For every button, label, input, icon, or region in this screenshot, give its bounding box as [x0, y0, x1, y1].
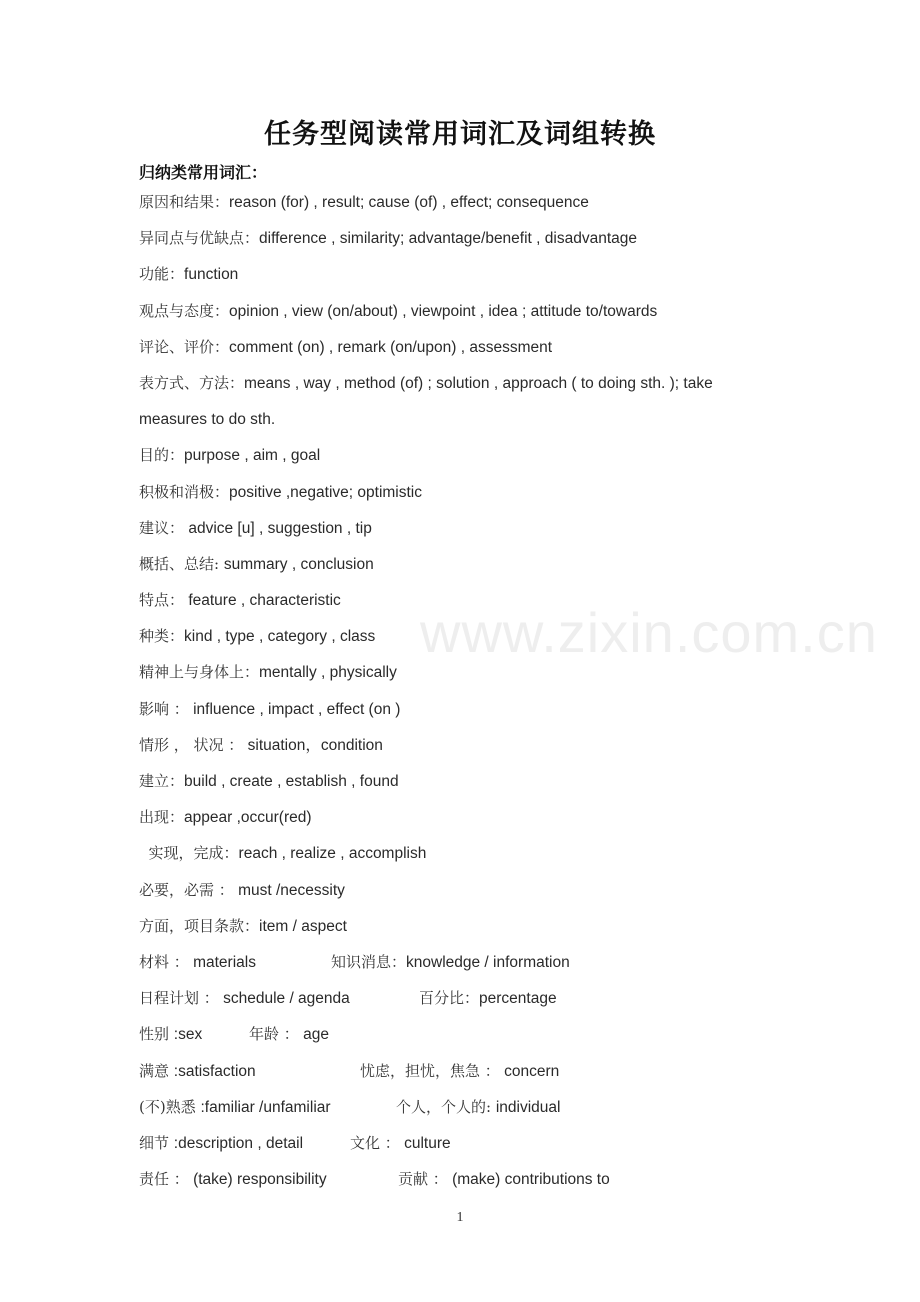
section-heading: 归纳类常用词汇：: [139, 163, 268, 182]
vocab-category: 影响 ：: [139, 699, 189, 718]
vocab-words: means , way , method (of) ; solution , approach ( to doing sth. ); take: [244, 374, 713, 392]
vocab-category: 个人，个人的:: [396, 1097, 496, 1116]
vocab-category: 性别: [139, 1025, 174, 1044]
vocab-category: 种类：: [139, 627, 185, 646]
vocab-category: (不)熟悉: [139, 1097, 201, 1116]
vocab-line: [139, 618, 819, 654]
vocab-words: mentally , physically: [259, 664, 397, 682]
vocab-line: [139, 474, 819, 510]
vocab-words: knowledge / information: [406, 953, 570, 971]
vocab-category: 评论、评价：: [139, 337, 230, 356]
vocab-category: 目的：: [139, 446, 185, 465]
vocab-line: [139, 727, 819, 763]
vocab-category: 观点与态度：: [139, 301, 230, 320]
vocab-words: (make) contributions to: [447, 1171, 610, 1189]
vocab-words: advice [u] , suggestion , tip: [184, 519, 372, 537]
vocab-category: 建立：: [139, 772, 185, 790]
vocab-category: 文化 ：: [350, 1133, 400, 1152]
vocab-line-continuation: [139, 401, 819, 437]
vocab-pair-line: [139, 1053, 819, 1089]
vocab-words: schedule / agenda: [218, 990, 350, 1008]
vocabulary-list: [139, 184, 819, 1197]
vocab-category: 原因和结果：: [139, 193, 230, 211]
vocab-line: [139, 510, 819, 546]
document-title: 任务型阅读常用词汇及词组转换: [264, 119, 656, 150]
vocab-category: 知识消息：: [331, 952, 407, 971]
vocab-words: age: [298, 1026, 329, 1044]
vocab-category: 必要，必需 ：: [139, 880, 234, 899]
vocab-line: [139, 872, 819, 908]
vocab-words: percentage: [479, 990, 557, 1008]
vocab-category: 满意: [139, 1061, 174, 1080]
vocab-words: situation，condition: [243, 736, 383, 754]
vocab-category: 忧虑，担忧，焦急 ：: [360, 1061, 500, 1080]
vocab-line: [139, 763, 819, 799]
vocab-line: [139, 835, 819, 871]
vocab-line: [139, 546, 819, 582]
vocab-words: concern: [499, 1062, 560, 1080]
vocab-words: item / aspect: [259, 917, 347, 935]
vocab-line: [139, 654, 819, 690]
vocab-pair-line: [139, 1089, 819, 1125]
vocab-line: [139, 293, 819, 329]
vocab-category: 日程计划 ：: [139, 989, 219, 1008]
vocab-pair-line: [139, 1016, 819, 1052]
vocab-words: (take) responsibility: [188, 1171, 327, 1189]
vocab-line: [139, 256, 819, 292]
vocab-line: [139, 437, 819, 473]
vocab-words: purpose , aim , goal: [184, 447, 321, 465]
vocab-line: [139, 799, 819, 835]
vocab-words: :description , detail: [173, 1134, 304, 1152]
vocab-words: function: [184, 266, 239, 284]
vocab-words: opinion , view (on/about) , viewpoint , idea ; attitude to/towards: [229, 302, 658, 320]
vocab-line: [139, 908, 819, 944]
vocab-words: summary , conclusion: [223, 555, 374, 573]
vocab-words: must /necessity: [233, 881, 345, 899]
vocab-line: [139, 365, 819, 401]
vocab-words: culture: [399, 1134, 451, 1152]
vocab-category: 异同点与优缺点：: [139, 229, 260, 248]
vocab-words: kind , type , category , class: [184, 628, 376, 646]
vocab-words: comment (on) , remark (on/upon) , assessment: [229, 338, 553, 356]
vocab-pair-line: [139, 1161, 819, 1197]
vocab-category: 特点：: [139, 591, 185, 610]
vocab-line: [139, 691, 819, 727]
vocab-words: measures to do sth.: [139, 411, 276, 429]
vocab-pair-line: [139, 944, 819, 980]
vocab-category: 功能：: [139, 265, 185, 284]
vocab-category: 细节: [139, 1133, 174, 1152]
vocab-category: 建议：: [139, 518, 185, 537]
vocab-pair-line: [139, 1125, 819, 1161]
vocab-category: 年龄 ：: [249, 1025, 299, 1044]
vocab-category: 精神上与身体上：: [139, 663, 260, 682]
vocab-category: 责任 ：: [139, 1170, 189, 1189]
vocab-words: materials: [188, 953, 256, 971]
page-number: 1: [456, 1210, 464, 1225]
vocab-words: feature , characteristic: [184, 592, 341, 610]
vocab-category: 情形 ， 状况 ：: [139, 735, 244, 754]
vocab-category: 方面，项目条款：: [139, 916, 260, 935]
vocab-category: 材料 ：: [139, 952, 189, 971]
watermark: www.zixin.com.cn: [420, 601, 878, 664]
vocab-words: :satisfaction: [173, 1062, 256, 1080]
vocab-pair-line: [139, 980, 819, 1016]
vocab-words: influence , impact , effect (on ): [188, 700, 401, 718]
vocab-words: reach , realize , accomplish: [238, 845, 427, 863]
vocab-category: 百分比：: [419, 989, 480, 1008]
vocab-category: 概括、总结:: [139, 554, 224, 573]
vocab-words: :sex: [173, 1026, 203, 1044]
vocab-category: 贡献 ：: [398, 1170, 448, 1189]
vocab-category: 出现：: [139, 808, 185, 827]
vocab-line: [139, 329, 819, 365]
vocab-words: :familiar /unfamiliar: [200, 1098, 331, 1116]
vocab-words: build , create , establish , found: [184, 773, 399, 790]
vocab-words: individual: [495, 1098, 561, 1116]
vocab-line: [139, 220, 819, 256]
vocab-words: difference , similarity; advantage/benefit , disadvantage: [259, 230, 637, 248]
vocab-category: 表方式、方法：: [139, 373, 245, 392]
vocab-line: [139, 582, 819, 618]
vocab-words: appear ,occur(red): [184, 809, 312, 827]
vocab-category: 实现，完成：: [139, 844, 239, 863]
vocab-line: [139, 184, 819, 220]
vocab-words: reason (for) , result; cause (of) , effect; consequence: [229, 194, 589, 211]
vocab-words: positive ,negative; optimistic: [229, 483, 422, 501]
vocab-category: 积极和消极：: [139, 482, 230, 501]
